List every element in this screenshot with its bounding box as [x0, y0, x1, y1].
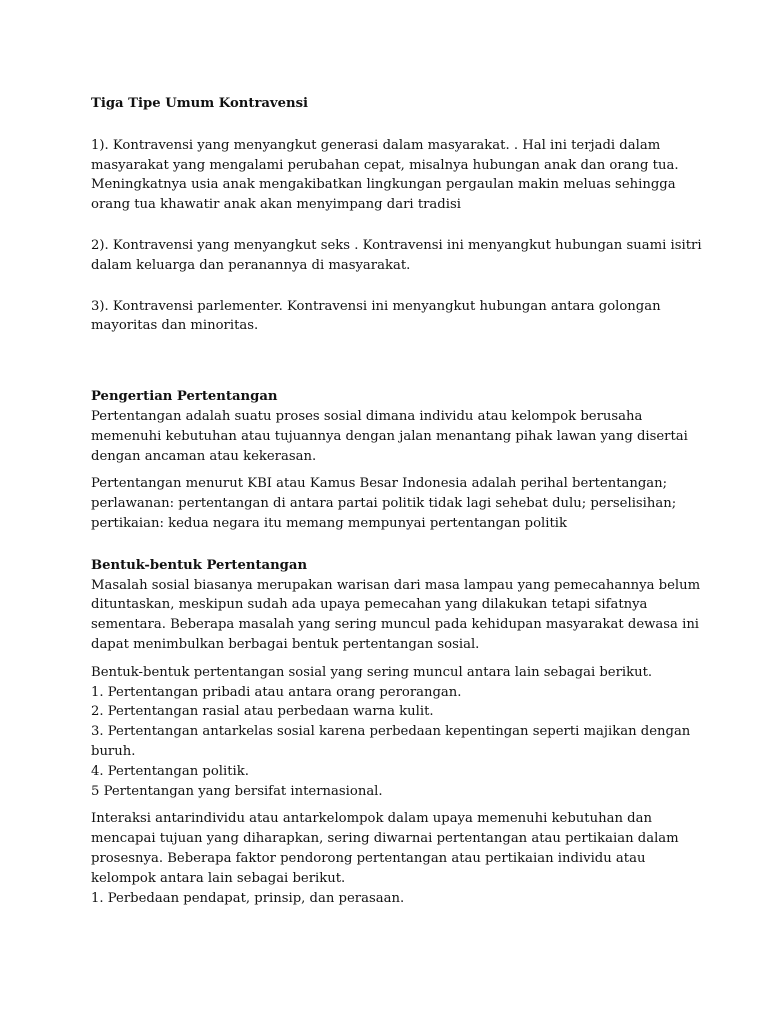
bentuk-list-item: 2. Pertentangan rasial atau perbedaan warna kulit. [91, 704, 434, 720]
section-heading-pengertian: Pengertian Pertentangan [91, 389, 278, 405]
bentuk-list-item: 1. Pertentangan pribadi atau antara orang perorangan. [91, 684, 462, 700]
pengertian-paragraph-1: Pertentangan adalah suatu proses sosial dimana individu atau kelompok berusaha memenuhi kebutuhan atau tujuannya dengan jalan menantang pihak lawan yang disertai dengan ancaman atau kekerasan. [91, 408, 688, 464]
faktor-block [91, 809, 708, 908]
kontravensi-item-1: 1). Kontravensi yang menyangkut generasi dalam masyarakat. . Hal ini terjadi dalam masyarakat yang mengalami perubahan cepat, misalnya hubungan anak dan orang tua. Meningkatnya usia anak mengakibatkan lingkungan pergaulan makin meluas sehingga orang tua khawatir anak akan menyimpang dari tradisi [91, 137, 679, 213]
bentuk-list-item: 4. Pertentangan politik. [91, 763, 249, 779]
bentuk-paragraph-1: Masalah sosial biasanya merupakan warisan dari masa lampau yang pemecahannya belum dituntaskan, meskipun sudah ada upaya pemecahan yang dilakukan tetapi sifatnya sementara. Beberapa masalah yang sering muncul pada kehidupan masyarakat dewasa ini dapat menimbulkan berbagai bentuk pertentangan sosial. [91, 577, 701, 652]
pengertian-paragraph-2: Pertentangan menurut KBI atau Kamus Besar Indonesia adalah perihal bertentangan; perlawanan: pertentangan di antara partai politik tidak lagi sehebat dulu; perselisihan; pertikaian: kedua negara itu memang mempunyai pertentangan politik [91, 476, 677, 531]
section-heading-bentuk: Bentuk-bentuk Pertentangan [91, 557, 308, 573]
kontravensi-item-2: 2). Kontravensi yang menyangkut seks . Kontravensi ini menyangkut hubungan suami isitri dalam keluarga dan peranannya di masyarakat. [91, 237, 702, 273]
bentuk-list-item: 3. Pertentangan antarkelas sosial karena perbedaan kepentingan seperti majikan dengan buruh. [91, 724, 691, 759]
document-title: Tiga Tipe Umum Kontravensi [91, 96, 309, 111]
bentuk-list-intro: Bentuk-bentuk pertentangan sosial yang sering muncul antara lain sebagai berikut. [91, 664, 653, 680]
bentuk-list-block [91, 663, 708, 802]
kontravensi-item-3: 3). Kontravensi parlementer. Kontravensi ini menyangkut hubungan antara golongan mayoritas dan minoritas. [91, 298, 661, 334]
faktor-list-item: 1. Perbedaan pendapat, prinsip, dan perasaan. [91, 890, 405, 906]
faktor-paragraph: Interaksi antarindividu atau antarkelompok dalam upaya memenuhi kebutuhan dan mencapai tujuan yang diharapkan, sering diwarnai pertentangan atau pertikaian dalam prosesnya. Beberapa faktor pendorong pertentangan atau pertikaian individu atau kelompok antara lain sebagai berikut. [91, 811, 679, 886]
bentuk-list-item: 5 Pertentangan yang bersifat internasional. [91, 783, 383, 799]
